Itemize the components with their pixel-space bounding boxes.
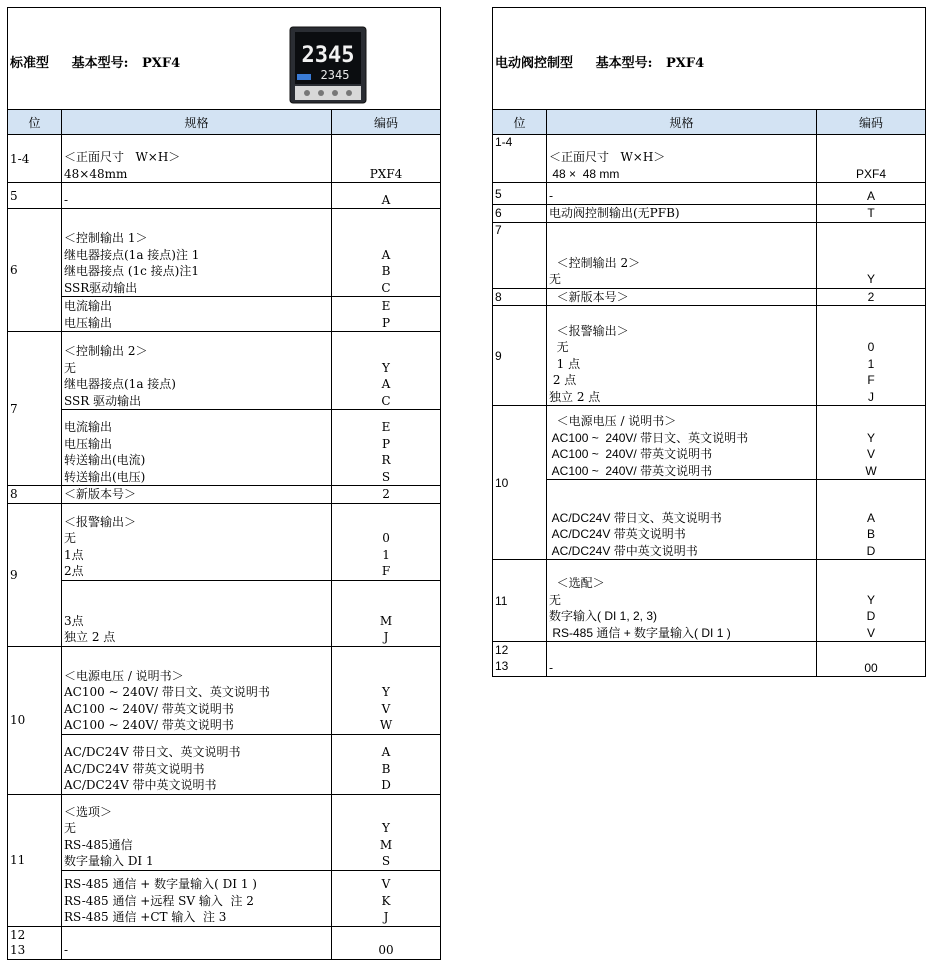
header-pos: 位 bbox=[493, 110, 547, 135]
spec-cell: ＜新版本号＞ bbox=[547, 288, 817, 306]
code-cell: Y V W bbox=[817, 406, 926, 480]
spec-cell: ＜电源电压 / 说明书＞ AC100 ~ 240V/ 带日文、英文说明书 AC100 ~ 240V/ 带英文说明书 AC100 ~ 240V/ 带英文说明书 bbox=[62, 646, 332, 734]
spec-cell: ＜报警输出＞ 无 1 点 2 点 独立 2 点 bbox=[547, 306, 817, 406]
spec-cell: ＜电源电压 / 说明书＞ AC100 ~ 240V/ 带日文、英文说明书 AC100 ~ 240V/ 带英文说明书 AC100 ~ 240V/ 带英文说明书 bbox=[547, 406, 817, 480]
code-cell: PXF4 bbox=[332, 135, 441, 183]
code-cell: Y M S bbox=[332, 794, 441, 870]
code-cell: 00 bbox=[817, 642, 926, 677]
header-spec: 规格 bbox=[547, 110, 817, 135]
spec-cell: - bbox=[62, 926, 332, 959]
spec-cell: ＜正面尺寸 W×H＞ 48 × 48 mm bbox=[547, 135, 817, 183]
device-pv-display: 2345 bbox=[301, 43, 355, 68]
spec-cell: - bbox=[62, 183, 332, 209]
code-cell: A B D bbox=[332, 734, 441, 794]
code-cell: 00 bbox=[332, 926, 441, 959]
row-pos: 5 bbox=[8, 183, 62, 209]
spec-cell: AC/DC24V 带日文、英文说明书 AC/DC24V 带英文说明书 AC/DC24V 带中英文说明书 bbox=[547, 480, 817, 560]
code-cell: 0 1 F bbox=[332, 503, 441, 580]
standard-model-table bbox=[7, 7, 441, 960]
row-pos: 10 bbox=[8, 646, 62, 794]
code-cell: PXF4 bbox=[817, 135, 926, 183]
code-cell: A bbox=[332, 183, 441, 209]
code-cell: V K J bbox=[332, 870, 441, 926]
row-pos: 1-4 bbox=[493, 135, 547, 183]
code-cell: 2 bbox=[817, 288, 926, 306]
controller-device-image bbox=[289, 26, 367, 104]
page-title: 电动阀控制型 基本型号: PXF4 bbox=[495, 56, 705, 71]
spec-cell: - bbox=[547, 183, 817, 205]
spec-cell: ＜选配＞ 无 数字输入( DI 1, 2, 3) RS-485 通信 + 数字量输入( DI 1 ) bbox=[547, 560, 817, 642]
spec-cell: ＜选项＞ 无 RS-485通信 数字量输入 DI 1 bbox=[62, 794, 332, 870]
row-pos: 8 bbox=[493, 288, 547, 306]
row-pos: 12 13 bbox=[8, 926, 62, 959]
spec-cell: 电动阀控制输出(无PFB) bbox=[547, 205, 817, 223]
code-cell: Y D V bbox=[817, 560, 926, 642]
spec-cell: - bbox=[547, 642, 817, 677]
motor-valve-model-table bbox=[492, 7, 926, 677]
spec-cell: 3点 独立 2 点 bbox=[62, 580, 332, 646]
spec-cell: ＜控制输出 2＞ 无 bbox=[547, 222, 817, 288]
spec-cell: ＜报警输出＞ 无 1点 2点 bbox=[62, 503, 332, 580]
row-pos: 5 bbox=[493, 183, 547, 205]
device-sv-display: 2345 bbox=[320, 68, 350, 82]
code-cell: 0 1 F J bbox=[817, 306, 926, 406]
code-cell: E P R S bbox=[332, 410, 441, 486]
row-pos: 1-4 bbox=[8, 135, 62, 183]
spec-cell: 电流输出 电压输出 bbox=[62, 297, 332, 332]
code-cell: 2 bbox=[332, 486, 441, 504]
code-cell: Y V W bbox=[332, 646, 441, 734]
code-cell: A bbox=[817, 183, 926, 205]
page-title: 标准型 基本型号: PXF4 bbox=[10, 56, 181, 71]
code-cell: Y A C bbox=[332, 332, 441, 410]
row-pos: 11 bbox=[8, 794, 62, 926]
row-pos: 6 bbox=[493, 205, 547, 223]
row-pos: 8 bbox=[8, 486, 62, 504]
row-pos: 7 bbox=[493, 222, 547, 288]
spec-cell: ＜控制输出 2＞ 无 继电器接点(1a 接点) SSR 驱动输出 bbox=[62, 332, 332, 410]
code-cell: E P bbox=[332, 297, 441, 332]
spec-cell: ＜正面尺寸 W×H＞ 48×48mm bbox=[62, 135, 332, 183]
code-cell: A B C bbox=[332, 209, 441, 297]
row-pos: 9 bbox=[8, 503, 62, 646]
spec-cell: AC/DC24V 带日文、英文说明书 AC/DC24V 带英文说明书 AC/DC24V 带中英文说明书 bbox=[62, 734, 332, 794]
header-spec: 规格 bbox=[62, 110, 332, 135]
spec-cell: ＜控制输出 1＞ 继电器接点(1a 接点)注 1 继电器接点 (1c 接点)注1 SSR驱动输出 bbox=[62, 209, 332, 297]
header-code: 编码 bbox=[332, 110, 441, 135]
code-cell: A B D bbox=[817, 480, 926, 560]
code-cell: M J bbox=[332, 580, 441, 646]
row-pos: 11 bbox=[493, 560, 547, 642]
table-title-cell bbox=[493, 8, 926, 110]
header-code: 编码 bbox=[817, 110, 926, 135]
spec-cell: ＜新版本号＞ bbox=[62, 486, 332, 504]
row-pos: 12 13 bbox=[493, 642, 547, 677]
table-title-cell bbox=[8, 8, 441, 110]
row-pos: 6 bbox=[8, 209, 62, 332]
spec-cell: 电流输出 电压输出 转送输出(电流) 转送输出(电压) bbox=[62, 410, 332, 486]
spec-cell: RS-485 通信 + 数字量输入( DI 1 ) RS-485 通信 +远程 SV 输入 注 2 RS-485 通信 +CT 输入 注 3 bbox=[62, 870, 332, 926]
row-pos: 7 bbox=[8, 332, 62, 486]
row-pos: 9 bbox=[493, 306, 547, 406]
row-pos: 10 bbox=[493, 406, 547, 560]
header-pos: 位 bbox=[8, 110, 62, 135]
code-cell: T bbox=[817, 205, 926, 223]
code-cell: Y bbox=[817, 222, 926, 288]
